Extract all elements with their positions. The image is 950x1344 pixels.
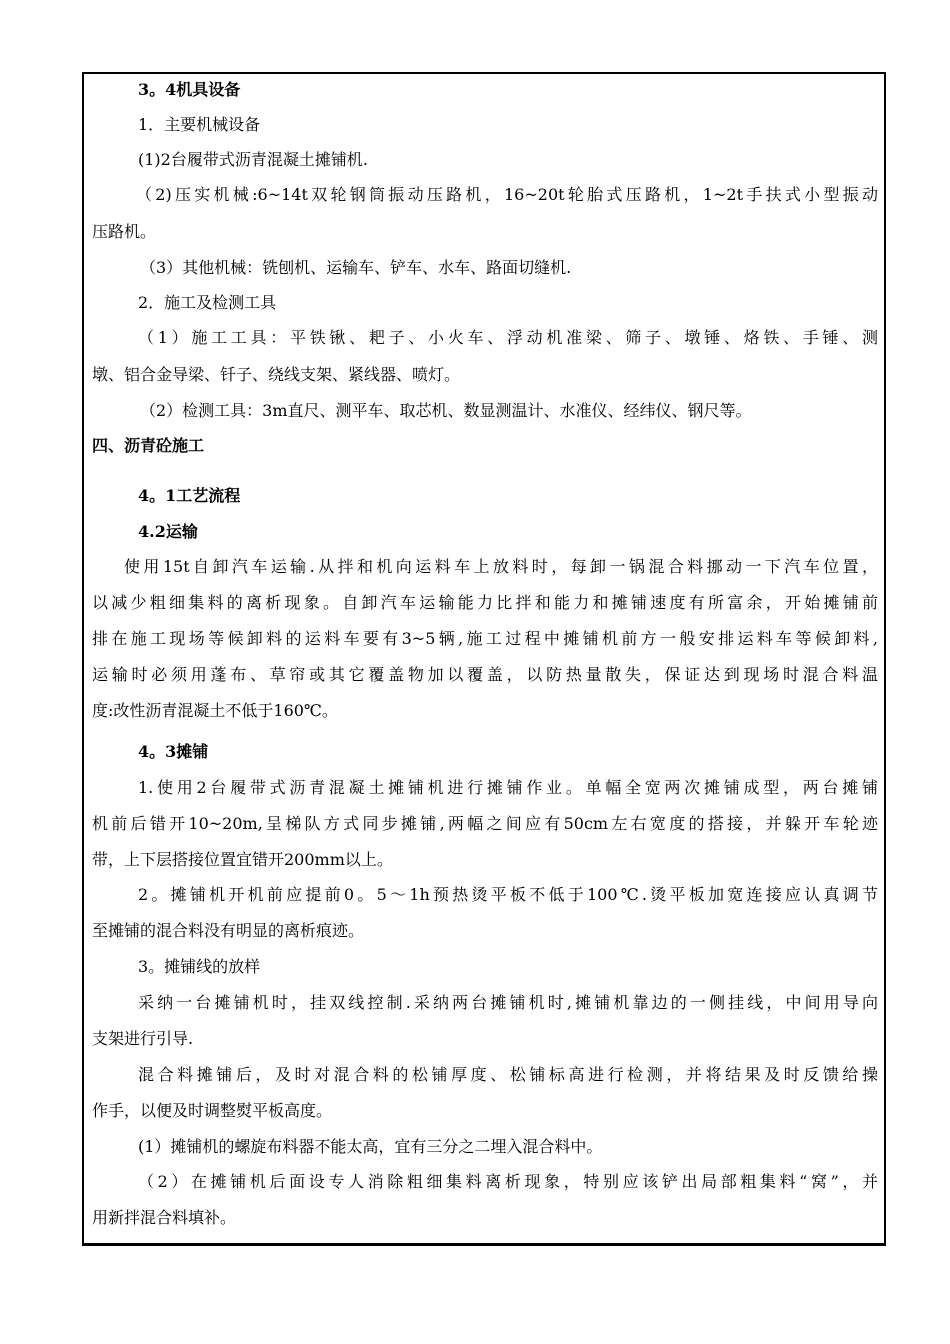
- section-4-heading: 四、沥青砼施工: [92, 436, 205, 455]
- paragraph-transport-line4: 运输时必须用蓬布、草帘或其它覆盖物加以覆盖，以防热量散失，保证达到现场时混合料温: [92, 665, 878, 684]
- paragraph-construction-tools-line1: （1）施工工具：平铁锹、耙子、小火车、浮动机准梁、筛子、墩锤、烙铁、手锤、测: [138, 328, 878, 347]
- section-4-1-heading: 4。1工艺流程: [138, 486, 241, 505]
- paragraph-compaction-line2: 压路机。: [92, 222, 157, 241]
- paragraph-paving-7-line2: 用新拌混合料填补。: [92, 1208, 237, 1227]
- paragraph-paving-5-line1: 混合料摊铺后，及时对混合料的松铺厚度、松铺标高进行检测，并将结果及时反馈给操: [138, 1065, 878, 1084]
- paragraph-paving-7-line1: （2）在摊铺机后面设专人消除粗细集料离析现象，特别应该铲出局部粗集料“窝”，并: [138, 1172, 878, 1191]
- paragraph-paving-2-line1: 2。摊铺机开机前应提前0。5～1h预热烫平板不低于100℃.烫平板加宽连接应认真调节: [138, 885, 878, 904]
- section-3-4-heading: 3。4机具设备: [138, 80, 241, 99]
- paragraph-paving-4-line2: 支架进行引导.: [92, 1029, 194, 1048]
- section-4-2-heading: 4.2运输: [138, 522, 198, 541]
- paragraph-compaction-line1: （2)压实机械:6~14t双轮钢筒振动压路机，16~20t轮胎式压路机，1~2t手扶式小型振动: [136, 185, 878, 204]
- paragraph-paving-1-line2: 机前后错开10~20m,呈梯队方式同步摊铺,两幅之间应有50cm左右宽度的搭接，并躲开车轮迹: [92, 814, 878, 833]
- subsection-main-machinery: 1．主要机械设备: [138, 115, 261, 134]
- paragraph-paver: (1)2台履带式沥青混凝土摊铺机.: [138, 150, 368, 169]
- paragraph-transport-line1: 使用15t自卸汽车运输.从拌和机向运料车上放料时，每卸一锅混合料挪动一下汽车位置，: [124, 557, 878, 576]
- paragraph-transport-line2: 以减少粗细集料的离析现象。自卸汽车运输能力比拌和能力和摊铺速度有所富余，开始摊铺前: [92, 593, 878, 612]
- subsection-tools: 2．施工及检测工具: [138, 293, 277, 312]
- paragraph-paving-5-line2: 作手，以便及时调整熨平板高度。: [92, 1101, 333, 1120]
- paragraph-transport-line5: 度:改性沥青混凝土不低于160℃。: [92, 701, 338, 720]
- paragraph-paving-1-line1: 1.使用2台履带式沥青混凝土摊铺机进行摊铺作业。单幅全宽两次摊铺成型，两台摊铺: [138, 778, 878, 797]
- paragraph-other-machinery: （3）其他机械：铣刨机、运输车、铲车、水车、路面切缝机.: [140, 258, 572, 277]
- paragraph-paving-1-line3: 带，上下层搭接位置宜错开200mm以上。: [92, 850, 393, 869]
- paragraph-paving-4-line1: 采纳一台摊铺机时，挂双线控制.采纳两台摊铺机时,摊铺机靠边的一侧挂线，中间用导向: [138, 993, 878, 1012]
- paragraph-paving-2-line2: 至摊铺的混合料没有明显的离析痕迹。: [92, 921, 365, 940]
- section-4-3-heading: 4。3摊铺: [138, 742, 209, 761]
- paragraph-transport-line3: 排在施工现场等候卸料的运料车要有3~5辆,施工过程中摊铺机前方一般安排运料车等候卸料,: [92, 629, 878, 648]
- paragraph-testing-tools: （2）检测工具：3m直尺、测平车、取芯机、数显测温计、水准仪、经纬仪、钢尺等。: [140, 401, 752, 420]
- paragraph-construction-tools-line2: 墩、铝合金导梁、钎子、绕线支架、紧线器、喷灯。: [92, 365, 461, 384]
- paragraph-paving-3: 3。摊铺线的放样: [138, 957, 261, 976]
- paragraph-paving-6: (1）摊铺机的螺旋布料器不能太高，宜有三分之二埋入混合料中。: [138, 1137, 603, 1156]
